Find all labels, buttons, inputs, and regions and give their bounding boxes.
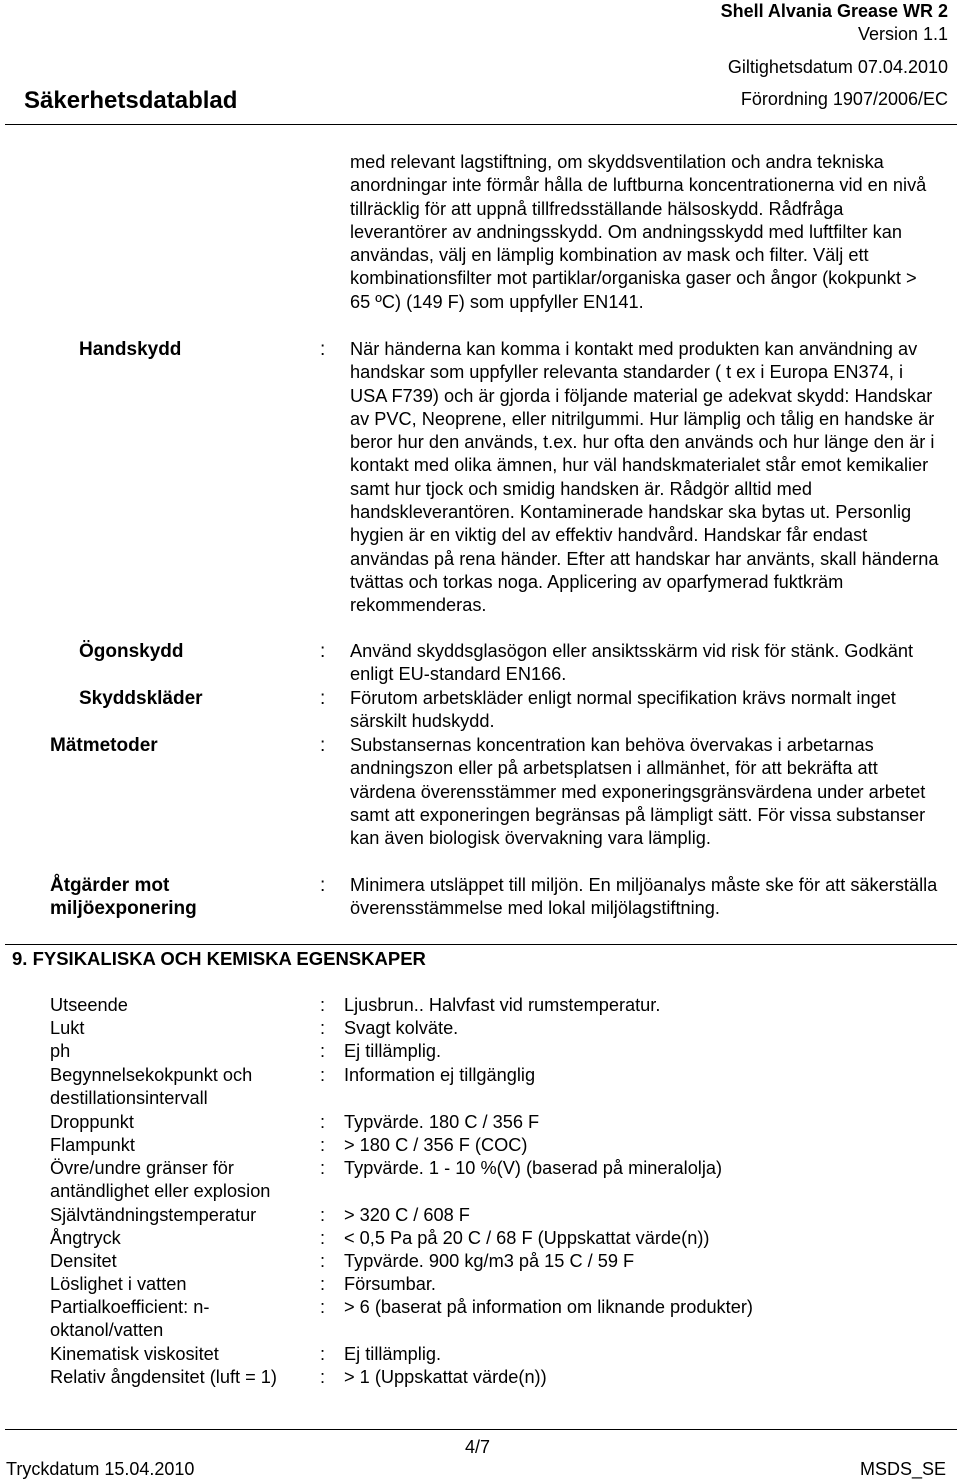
- monitoring-methods-text: Substansernas koncentration kan behöva övervakas i arbetarnas andningszon eller på arbetsplatsen i allmänhet, för att bekräfta att värdena överensstämmer med exponeringsgränsvärdena under arbetet samt att exponeringen begränsas på lämpligt sätt. För vissa substanser kan även biologisk övervakning vara lämplig.: [350, 735, 926, 849]
- monitoring-methods-label: Mätmetoder: [50, 735, 158, 756]
- monitoring-methods-colon: :: [320, 735, 326, 756]
- property-12-colon: :: [320, 1344, 326, 1364]
- property-2-label: ph: [50, 1041, 71, 1061]
- property-1-label: Lukt: [50, 1018, 85, 1038]
- header-rule: [5, 124, 957, 125]
- property-13-colon: :: [320, 1367, 326, 1387]
- property-4-value: Typvärde. 180 C / 356 F: [344, 1112, 540, 1132]
- section9-rule: [5, 944, 957, 945]
- eye-protection-label: Ögonskydd: [79, 641, 184, 662]
- property-4-label: Droppunkt: [50, 1112, 134, 1132]
- property-4-colon: :: [320, 1112, 326, 1132]
- validity-date: Giltighetsdatum 07.04.2010: [727, 57, 948, 77]
- protective-clothing-colon: :: [320, 688, 326, 709]
- property-3-label: Begynnelsekokpunkt och destillationsintervall: [50, 1065, 253, 1109]
- property-10-label: Löslighet i vatten: [50, 1274, 187, 1294]
- protective-clothing-text: Förutom arbetskläder enligt normal specifikation krävs normalt inget särskilt hudskydd.: [350, 688, 896, 732]
- respiratory-protection-continuation: med relevant lagstiftning, om skyddsventilation och andra tekniska anordningar inte förmår hålla de luftburna koncentrationerna vid en nivå tillräcklig för att uppnå tillfredsställande hälsoskydd. Rådfråga leverantörer av andningsskydd. Om andningsskydd med luftfilter kan användas, välj en lämplig kombination av mask och filter. Välj ett kombinationsfilter mot partiklar/organiska gaser och ångor (kokpunkt > 65 ºC) (149 F) som uppfyller EN141.: [350, 152, 927, 312]
- property-12-value: Ej tillämplig.: [344, 1344, 442, 1364]
- property-7-label: Självtändningstemperatur: [50, 1205, 257, 1225]
- print-date: Tryckdatum 15.04.2010: [6, 1459, 195, 1479]
- property-11-colon: :: [320, 1297, 326, 1317]
- property-10-colon: :: [320, 1274, 326, 1294]
- eye-protection-text: Använd skyddsglasögon eller ansiktsskärm vid risk för stänk. Godkänt enligt EU-standard EN166.: [350, 641, 914, 685]
- section9-heading: 9. FYSIKALISKA OCH KEMISKA EGENSKAPER: [12, 948, 426, 969]
- property-6-label: Övre/undre gränser för antändlighet eller explosion: [50, 1158, 271, 1202]
- property-9-value: Typvärde. 900 kg/m3 på 15 C / 59 F: [344, 1251, 635, 1271]
- property-6-value: Typvärde. 1 - 10 %(V) (baserad på mineralolja): [344, 1158, 723, 1178]
- page-number: 4/7: [465, 1437, 491, 1457]
- property-10-value: Försumbar.: [344, 1274, 436, 1294]
- property-0-colon: :: [320, 995, 326, 1015]
- property-1-value: Svagt kolväte.: [344, 1018, 459, 1038]
- property-0-label: Utseende: [50, 995, 128, 1015]
- protective-clothing-label: Skyddskläder: [79, 688, 203, 709]
- hand-protection-text: När händerna kan komma i kontakt med produkten kan användning av handskar som uppfyller relevanta standarder ( t ex i Europa EN374, i USA F739) och är gjorda i följande material ge adekvat skydd: Handskar av PVC, Neoprene, eller nitrilgummi. Hur lämplig och tålig en handske är beror hur den används, t.ex. hur ofta den används och hur länge den är i kontakt med olika ämnen, hur väl handskmaterialet står emot kemikalier samt hur tjock och smidig handsken är. Rådgör alltid med handskleverantören. Kontaminerade handskar ska bytas ut. Personlig hygien är en viktig del av effektiv handvård. Handskar får endast användas på rena händer. Efter att handskar har använts, skall händerna tvättas och torkas noga. Applicering av oparfymerad fuktkräm rekommenderas.: [350, 339, 939, 616]
- property-8-label: Ångtryck: [50, 1228, 121, 1248]
- property-13-value: > 1 (Uppskattat värde(n)): [344, 1367, 547, 1387]
- property-11-label: Partialkoefficient: n-oktanol/vatten: [50, 1297, 210, 1341]
- product-name: Shell Alvania Grease WR 2: [720, 1, 948, 21]
- footer-rule: [5, 1429, 957, 1430]
- eye-protection-colon: :: [320, 641, 326, 662]
- property-2-value: Ej tillämplig.: [344, 1041, 442, 1061]
- property-3-value: Information ej tillgänglig: [344, 1065, 536, 1085]
- property-9-label: Densitet: [50, 1251, 117, 1271]
- property-0-value: Ljusbrun.. Halvfast vid rumstemperatur.: [344, 995, 661, 1015]
- property-5-label: Flampunkt: [50, 1135, 135, 1155]
- hand-protection-colon: :: [320, 339, 326, 360]
- property-12-label: Kinematisk viskositet: [50, 1344, 219, 1364]
- regulation-label: Förordning 1907/2006/EC: [740, 89, 948, 109]
- property-8-value: < 0,5 Pa på 20 C / 68 F (Uppskattat värde(n)): [344, 1228, 710, 1248]
- hand-protection-label: Handskydd: [79, 339, 182, 360]
- environmental-exposure-text: Minimera utsläppet till miljön. En miljöanalys måste ske för att säkerställa överensstämmelse med lokal miljölagstiftning.: [350, 875, 938, 919]
- property-5-colon: :: [320, 1135, 326, 1155]
- property-13-label: Relativ ångdensitet (luft = 1): [50, 1367, 277, 1387]
- property-1-colon: :: [320, 1018, 326, 1038]
- property-7-value: > 320 C / 608 F: [344, 1205, 470, 1225]
- property-11-value: > 6 (baserat på information om liknande produkter): [344, 1297, 753, 1317]
- property-8-colon: :: [320, 1228, 326, 1248]
- environmental-exposure-colon: :: [320, 875, 326, 896]
- document-code: MSDS_SE: [859, 1459, 946, 1479]
- property-9-colon: :: [320, 1251, 326, 1271]
- environmental-exposure-label-line1: Åtgärder mot: [50, 875, 170, 896]
- property-5-value: > 180 C / 356 F (COC): [344, 1135, 528, 1155]
- version-label: Version 1.1: [857, 24, 948, 44]
- property-6-colon: :: [320, 1158, 326, 1178]
- property-3-colon: :: [320, 1065, 326, 1085]
- property-7-colon: :: [320, 1205, 326, 1225]
- document-title: Säkerhetsdatablad: [24, 87, 238, 114]
- environmental-exposure-label-line2: miljöexponering: [50, 898, 197, 919]
- property-2-colon: :: [320, 1041, 326, 1061]
